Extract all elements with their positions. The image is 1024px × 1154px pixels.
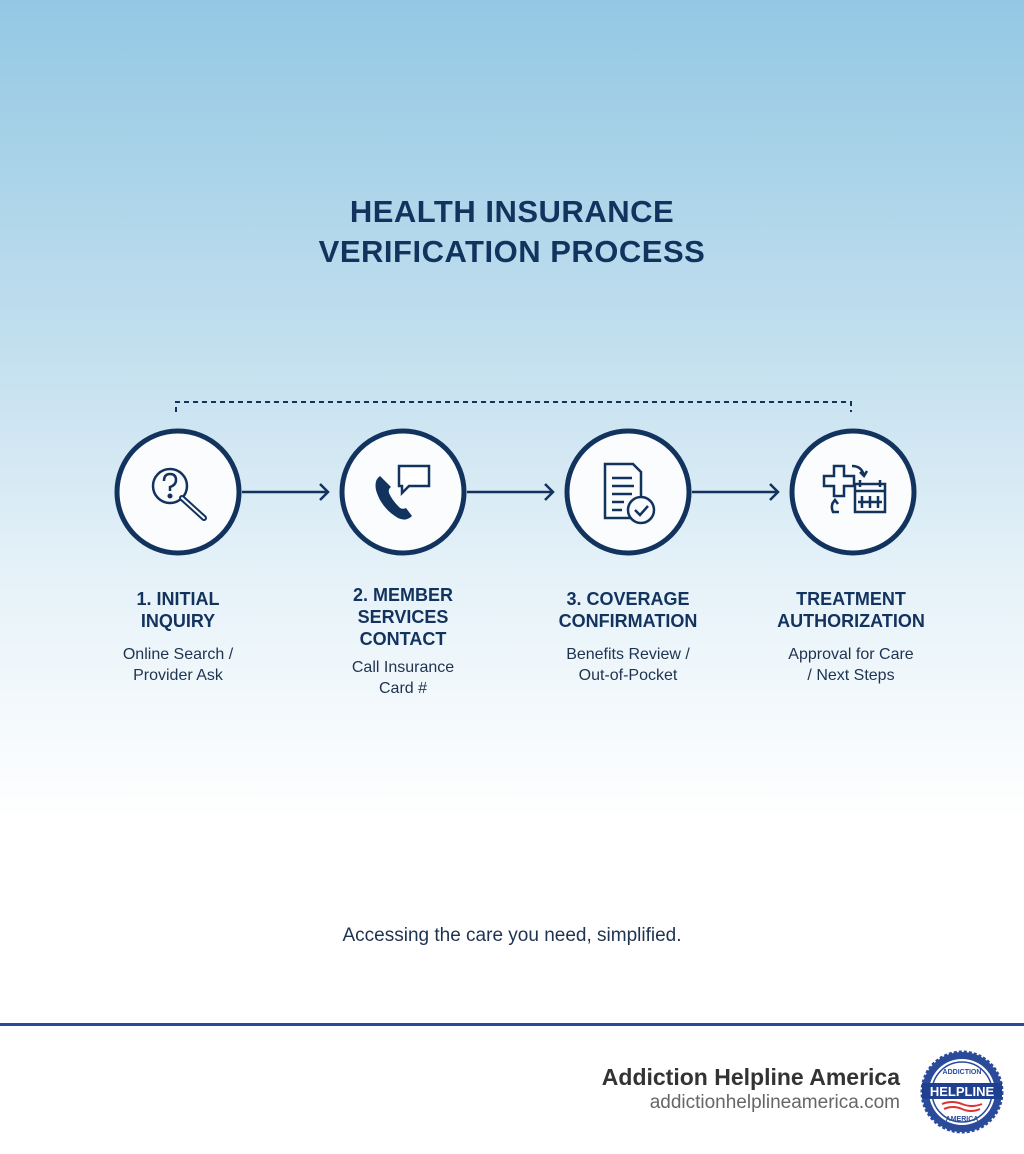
title-line: VERIFICATION PROCESS — [318, 234, 706, 269]
step-description: Benefits Review / Out-of-Pocket — [566, 646, 690, 684]
step-heading: 3. COVERAGE CONFIRMATION — [558, 589, 698, 631]
page-title — [0, 192, 1024, 272]
step-2 — [303, 584, 503, 699]
step-heading: 2. MEMBER SERVICES CONTACT — [352, 585, 453, 649]
step-heading: 1. INITIAL INQUIRY — [136, 589, 220, 631]
step-description: Call Insurance Card # — [351, 659, 455, 697]
step-heading: TREATMENT AUTHORIZATION — [777, 589, 925, 631]
arrow-1-2 — [242, 484, 328, 500]
footer-divider — [0, 1023, 1024, 1026]
arrow-3-4 — [692, 484, 778, 500]
brand-block — [602, 1064, 900, 1114]
tagline: Accessing the care you need, simplified. — [342, 925, 682, 946]
step-circle-4 — [792, 431, 914, 553]
svg-text:HELPLINE: HELPLINE — [929, 1084, 995, 1099]
step-circle-3 — [567, 431, 689, 553]
loop-dashed-connector — [176, 402, 851, 412]
step-1 — [78, 588, 278, 686]
process-flow — [0, 380, 1024, 570]
svg-text:AMERICA: AMERICA — [945, 1116, 979, 1123]
step-3 — [528, 588, 728, 686]
step-circle-1 — [117, 431, 239, 553]
arrows — [242, 484, 778, 500]
step-4 — [751, 588, 951, 686]
svg-text:ADDICTION: ADDICTION — [942, 1069, 982, 1076]
brand-url[interactable]: addictionhelplineamerica.com — [649, 1092, 900, 1113]
helpline-seal-logo — [920, 1050, 1004, 1134]
brand-name: Addiction Helpline America — [601, 1064, 900, 1090]
title-line: HEALTH INSURANCE — [349, 194, 675, 229]
step-description: Approval for Care / Next Steps — [788, 646, 914, 684]
arrow-2-3 — [467, 484, 553, 500]
step-description: Online Search / Provider Ask — [122, 646, 234, 684]
